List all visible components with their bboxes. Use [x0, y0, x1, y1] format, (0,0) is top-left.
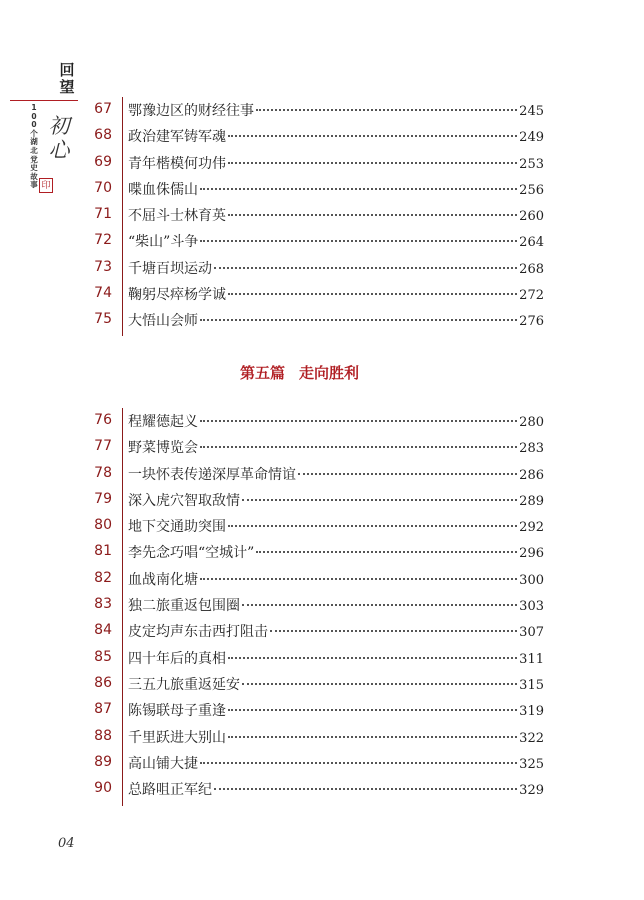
chapter-title: 李先念巧唱“空城计” — [128, 545, 255, 562]
toc-entry-line — [128, 621, 544, 641]
dot-leader — [228, 162, 517, 164]
page-reference: 307 — [519, 625, 544, 641]
subtitle-char: 0 — [31, 111, 37, 121]
dot-leader — [200, 319, 517, 321]
toc-entry-line — [128, 779, 544, 799]
chapter-title: 千塘百坝运动 — [128, 260, 212, 277]
toc-entry[interactable] — [82, 150, 544, 176]
toc-entry-line — [128, 490, 544, 510]
dot-leader — [242, 683, 517, 685]
toc-entry-line — [128, 310, 544, 330]
subtitle-char: 0 — [31, 120, 37, 130]
toc-entry-line — [128, 179, 544, 199]
chapter-title: 一块怀表传递深厚革命情谊 — [128, 466, 296, 483]
chapter-number: 68 — [94, 127, 112, 144]
toc-entry-line — [128, 569, 544, 589]
page-reference: 245 — [519, 104, 544, 119]
toc-entry[interactable] — [82, 202, 544, 228]
toc-entry-line — [128, 126, 544, 146]
toc-entry-line — [128, 231, 544, 251]
chapter-number: 76 — [94, 412, 112, 428]
dot-leader — [214, 267, 517, 269]
chapter-title: 青年楷模何功伟 — [128, 155, 226, 172]
page-reference: 268 — [519, 261, 544, 277]
calligraphy-char: 心 — [48, 138, 70, 162]
chapter-title: 三五九旅重返延安 — [128, 676, 240, 693]
chapter-title: 喋血侏儒山 — [128, 181, 198, 198]
book-title-char: 望 — [59, 78, 75, 96]
page-reference: 286 — [519, 467, 544, 483]
chapter-number: 79 — [94, 490, 112, 507]
toc-entry[interactable] — [82, 513, 544, 539]
page-reference: 280 — [519, 415, 544, 430]
dot-leader — [228, 214, 517, 216]
toc-entry-line — [128, 516, 544, 536]
chapter-number: 67 — [94, 101, 112, 117]
toc-entry-line — [128, 284, 544, 304]
page-reference: 303 — [519, 599, 544, 615]
chapter-title: 血战南化塘 — [128, 571, 198, 588]
chapter-number: 81 — [94, 543, 112, 560]
toc-entry[interactable] — [82, 281, 544, 307]
chapter-number: 80 — [94, 517, 112, 534]
dot-leader — [200, 188, 517, 190]
toc-entry[interactable] — [82, 697, 544, 723]
dot-leader — [298, 473, 517, 475]
subtitle-char: 史 — [30, 163, 38, 173]
page-reference: 322 — [519, 730, 544, 746]
toc-entry[interactable] — [82, 434, 544, 460]
dot-leader — [200, 420, 517, 422]
toc-entry-line — [128, 100, 544, 120]
toc-list-group2 — [82, 408, 544, 802]
chapter-title: 千里跃进大别山 — [128, 729, 226, 746]
toc-entry[interactable] — [82, 592, 544, 618]
book-title-char: 回 — [59, 61, 75, 79]
section-title: 走向胜利 — [299, 364, 360, 382]
toc-entry-line — [128, 464, 544, 484]
toc-entry-line — [128, 753, 544, 773]
chapter-number: 70 — [94, 179, 112, 196]
toc-entry-line — [128, 205, 544, 225]
chapter-title: 鞠躬尽瘁杨学诚 — [128, 287, 226, 304]
toc-entry[interactable] — [82, 750, 544, 776]
toc-entry-line — [128, 700, 544, 720]
page-reference: 315 — [519, 677, 544, 693]
toc-entry-line — [128, 727, 544, 747]
section-heading — [240, 362, 460, 383]
toc-entry[interactable] — [82, 408, 544, 434]
toc-entry-line — [128, 411, 544, 431]
calligraphy-logo — [44, 114, 74, 162]
chapter-title: 总路咀正军纪 — [128, 782, 212, 799]
page-reference: 264 — [519, 235, 544, 251]
chapter-number: 84 — [94, 622, 112, 639]
toc-entry-line — [128, 648, 544, 668]
chapter-title: “柴山”斗争 — [128, 234, 199, 251]
dot-leader — [228, 525, 517, 527]
header-rule — [10, 100, 78, 101]
subtitle-char: 北 — [30, 145, 38, 155]
chapter-number: 75 — [94, 311, 112, 328]
page-reference: 325 — [519, 756, 544, 772]
chapter-number: 78 — [94, 464, 112, 481]
page-reference: 300 — [519, 572, 544, 588]
dot-leader — [200, 240, 517, 242]
toc-entry[interactable] — [82, 618, 544, 644]
toc-entry[interactable] — [82, 776, 544, 802]
toc-entry[interactable] — [82, 724, 544, 750]
dot-leader — [242, 604, 517, 606]
toc-entry[interactable] — [82, 97, 544, 123]
dot-leader — [256, 109, 517, 111]
page-reference: 311 — [519, 651, 544, 667]
page-reference: 283 — [519, 441, 544, 457]
page-reference: 319 — [519, 704, 544, 720]
toc-entry[interactable] — [82, 255, 544, 281]
page-reference: 289 — [519, 493, 544, 509]
page-number: 04 — [58, 836, 75, 851]
chapter-title: 高山铺大捷 — [128, 755, 198, 772]
dot-leader — [228, 709, 517, 711]
chapter-number: 89 — [94, 753, 112, 770]
page-reference: 329 — [519, 783, 544, 799]
dot-leader — [228, 293, 517, 295]
subtitle-char: 个 — [30, 128, 38, 138]
toc-entry[interactable] — [82, 566, 544, 592]
page-reference: 292 — [519, 520, 544, 536]
chapter-number: 72 — [94, 232, 112, 249]
chapter-number: 71 — [94, 206, 112, 223]
dot-leader — [228, 736, 517, 738]
chapter-number: 74 — [94, 285, 112, 302]
chapter-title: 政治建军铸军魂 — [128, 129, 226, 146]
seal-stamp: 印 — [39, 178, 53, 193]
toc-entry-line — [128, 437, 544, 457]
chapter-title: 鄂豫边区的财经往事 — [128, 103, 254, 119]
dot-leader — [214, 788, 517, 790]
toc-entry[interactable] — [82, 461, 544, 487]
chapter-title: 独二旅重返包围圈 — [128, 598, 240, 615]
page-reference: 276 — [519, 314, 544, 330]
dot-leader — [228, 135, 517, 137]
page-reference: 296 — [519, 546, 544, 562]
chapter-number: 87 — [94, 701, 112, 718]
toc-list-group1 — [82, 97, 544, 334]
toc-entry-line — [128, 258, 544, 278]
book-title — [58, 62, 76, 96]
toc-entry[interactable] — [82, 228, 544, 254]
chapter-title: 野菜博览会 — [128, 440, 198, 457]
chapter-title: 皮定均声东击西打阻击 — [128, 624, 268, 641]
chapter-title: 陈锡联母子重逢 — [128, 703, 226, 720]
subtitle-char: 事 — [30, 180, 38, 190]
page-reference: 260 — [519, 209, 544, 225]
dot-leader — [200, 762, 517, 764]
chapter-number: 82 — [94, 569, 112, 586]
dot-leader — [270, 630, 517, 632]
chapter-number: 90 — [94, 780, 112, 797]
chapter-title: 深入虎穴智取敌情 — [128, 492, 240, 509]
toc-entry[interactable] — [82, 671, 544, 697]
toc-entry[interactable] — [82, 176, 544, 202]
chapter-title: 不屈斗士林育英 — [128, 208, 226, 225]
toc-entry[interactable] — [82, 645, 544, 671]
chapter-title: 大悟山会师 — [128, 313, 198, 330]
page-reference: 253 — [519, 156, 544, 172]
section-label: 第五篇 — [240, 364, 286, 382]
dot-leader — [200, 578, 517, 580]
toc-entry-line — [128, 595, 544, 615]
dot-leader — [242, 499, 517, 501]
book-subtitle — [29, 104, 39, 190]
dot-leader — [228, 657, 517, 659]
chapter-number: 83 — [94, 596, 112, 613]
toc-entry-line — [128, 542, 544, 562]
page-reference: 249 — [519, 130, 544, 146]
chapter-number: 88 — [94, 727, 112, 744]
toc-entry[interactable] — [82, 487, 544, 513]
chapter-title: 四十年后的真相 — [128, 650, 226, 667]
page-reference: 256 — [519, 182, 544, 198]
subtitle-char: 1 — [31, 103, 37, 112]
calligraphy-char: 初 — [48, 114, 70, 138]
chapter-number: 69 — [94, 153, 112, 170]
chapter-title: 地下交通助突围 — [128, 519, 226, 536]
subtitle-char: 党 — [30, 154, 38, 164]
subtitle-char: 故 — [30, 171, 38, 181]
toc-entry[interactable] — [82, 539, 544, 565]
dot-leader — [200, 446, 517, 448]
page-reference: 272 — [519, 288, 544, 304]
dot-leader — [256, 551, 517, 553]
chapter-number: 85 — [94, 648, 112, 665]
toc-entry-line — [128, 674, 544, 694]
toc-entry-line — [128, 153, 544, 173]
chapter-number: 77 — [94, 438, 112, 455]
chapter-number: 86 — [94, 674, 112, 691]
subtitle-char: 湖 — [30, 137, 38, 147]
toc-entry[interactable] — [82, 307, 544, 333]
toc-entry[interactable] — [82, 123, 544, 149]
chapter-title: 程耀德起义 — [128, 414, 198, 430]
chapter-number: 73 — [94, 258, 112, 275]
